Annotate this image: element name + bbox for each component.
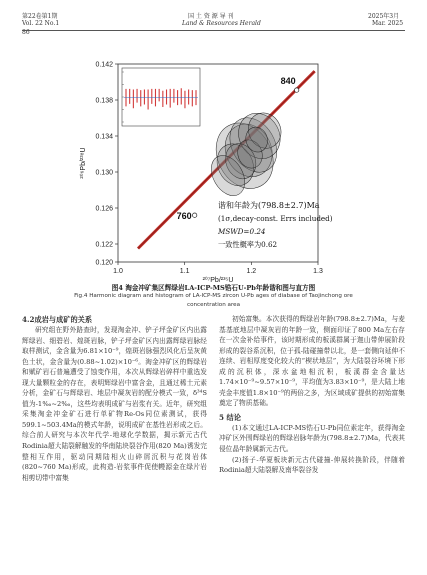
y-tick-label: 0.126 xyxy=(95,205,113,213)
page-number: 86 xyxy=(22,29,30,36)
paragraph: (1)本文通过LA-ICP-MS锆石U-Pb同位素定年，获得淘金冲矿区外围辉绿岩的辉绿岩脉年龄为(798.8±2.7)Ma，代表其侵位晶年龄属新元古代。 xyxy=(219,423,405,454)
paragraph: 研究组在野外路查时，发现淘金冲、铲子坪金矿区内出露辉绿岩、细碧岩、煌斑岩脉，铲子坪金矿区内出露辉绿岩脉经取样测试，金含量为6.81×10⁻⁹，煌斑岩脉强烈风化后呈灰黄色土状，金含量为(0.88~1.02)×10⁻⁶。淘金冲矿区的辉绿岩和赋矿岩石普遍遭受了蚀变作用，本次从辉绿岩碎样中重选发现大量颗粒金的存在，表明辉绿岩中富含金，且通过稀土元素分析，金矿石与辉绿岩、地层中凝灰岩的配分模式一致，δ³⁴S值为-1‰~2‰，这些均表明成矿与岩浆有关。近年，研究组采集淘金冲金矿石进行单矿物Re-Os同位素测试，获得599.1~503.4Ma的模式年龄，说明成矿在基性岩形成之后。综合前人研究与本次年代学-地球化学数据，揭示新元古代Rodinia超大陆裂解触发的华南陆块裂谷作用(820 Ma)诱发完整相互作用，驱动同期陆相火山碎屑沉积与花岗岩体(820~760 Ma)形成，此构造-岩浆事件促使幔源金在绿片岩相剪切带中富集 xyxy=(22,326,207,482)
concordia-age-mark xyxy=(294,88,298,92)
y-tick-label: 0.130 xyxy=(95,169,113,177)
text-column-right xyxy=(219,314,405,476)
y-axis-label: ²⁰⁶Pb/²³⁸U xyxy=(80,147,87,179)
figure-caption-cn: 图4 淘金冲矿集区辉绿岩LA-ICP-MS锆石U-Pb年龄谐和图与直方图 xyxy=(111,284,316,292)
header-date-cn: 2025年3月 xyxy=(368,13,400,20)
x-tick-label: 1.0 xyxy=(113,268,123,275)
concordia-age-label: 840 xyxy=(280,76,296,87)
x-tick-label: 1.2 xyxy=(246,268,257,275)
paragraph: 初始富集。本次获得的辉绿岩年龄(798.8±2.7)Ma，与麦基基底地层中凝灰岩的年龄一致，侧面印证了800 Ma左右存在一次金补给事件，该时期形成的板溪群属于迦山带伸展阶段形成的裂谷系沉积，位于孤-陆碰撞带以北，是一套侧向延伸不连续、岩相厚度变化较大的“楔状地层”，为大陆裂谷环境下形成的沉积体，深水盆地相沉积，板溪群金含量达1.74×10⁻⁹~9.57×10⁻⁹，平均值为3.83×10⁻⁹，是大陆上地壳金丰度值1.8×10⁻⁹的两倍之多，为区域成矿提供的初始富集奠定了物质基础。 xyxy=(219,315,405,408)
concordia-age-label: 760 xyxy=(176,211,192,222)
annotation-probability: 一致性概率为0.62 xyxy=(218,240,278,249)
header-date-en: Mar. 2025 xyxy=(372,20,404,27)
header-volume-en: Vol. 22 No.1 xyxy=(22,20,60,27)
annotation-age: 谐和年龄为(798.8±2.7)Ma xyxy=(218,201,320,210)
text-column-left xyxy=(22,314,207,483)
section-title-5: 5 结论 xyxy=(219,412,241,422)
y-tick-label: 0.138 xyxy=(95,97,113,105)
paragraph: (2)扬子-华夏板块新元古代碰撞-伸展转换阶段，伴随着Rodinia超大陆裂解及南华裂谷发 xyxy=(219,455,405,475)
figure-caption-en-line1: Fig.4 Harmonic diagram and histogram of LA-ICP-MS zircon U-Pb ages of diabase of Taojinchong ore xyxy=(74,293,353,299)
y-tick-label: 0.134 xyxy=(95,133,113,141)
annotation-errors: (1σ,decay-const. Errs included) xyxy=(218,214,333,223)
figure-caption-en-line2: concentration area xyxy=(187,302,240,308)
y-tick-label: 0.120 xyxy=(95,259,113,267)
header-journal-cn: 国 土 资 源 导 刊 xyxy=(188,13,234,20)
y-tick-label: 0.142 xyxy=(95,61,113,69)
header-journal-en: Land & Resources Herald xyxy=(182,20,261,27)
x-axis-label: ²⁰⁷Pb/²³⁵U xyxy=(202,277,234,284)
annotation-mswd: MSWD=0.24 xyxy=(218,227,266,236)
y-tick-label: 0.122 xyxy=(95,241,113,249)
section-title-4-2: 4.2成岩与成矿的关系 xyxy=(22,315,93,324)
header-volume-cn: 第22卷第1期 xyxy=(22,13,58,20)
x-tick-label: 1.3 xyxy=(313,268,323,275)
concordia-age-mark xyxy=(192,213,196,217)
x-tick-label: 1.1 xyxy=(179,268,190,275)
